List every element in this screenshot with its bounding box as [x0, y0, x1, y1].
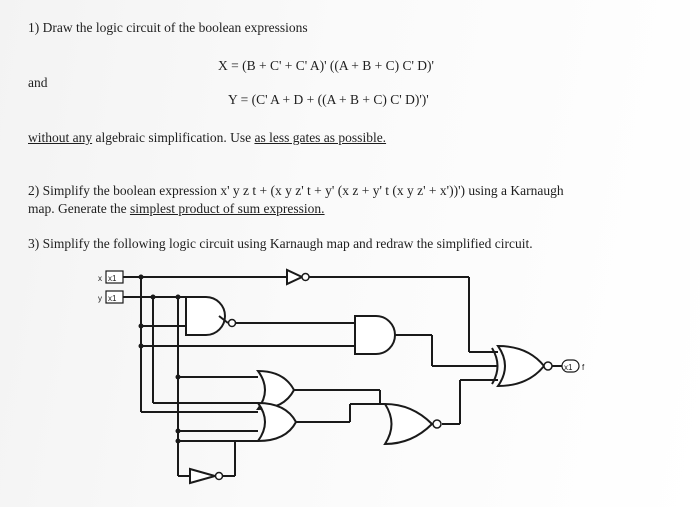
instruction-middle: algebraic simplification. Use — [92, 130, 255, 145]
nor-gate-5 — [385, 404, 441, 444]
without-any-underlined: without any — [28, 130, 93, 145]
and-word: and — [28, 75, 48, 90]
input-pin-x-text: x1 — [108, 274, 117, 283]
not-gate-top — [287, 270, 309, 284]
nor-gate-final — [492, 346, 552, 386]
simplest-pos-underlined: simplest product of sum expression. — [129, 201, 325, 216]
expression-y: Y = (C' A + D + ((A + B + C) C' D)')' — [228, 92, 429, 107]
expression-x: X = (B + C' + C' A)' ((A + B + C) C' D)' — [218, 58, 434, 73]
nand-gate-1 — [186, 297, 236, 335]
q2-line1: 2) Simplify the boolean expression x' y z t + (x y z' t + y' (x z + y' t (x y z' + x'))') using a Karnaugh — [28, 183, 564, 198]
output-name: f — [582, 363, 585, 372]
as-less-gates-underlined: as less gates as possible. — [254, 130, 387, 145]
and-gate-2 — [355, 316, 395, 354]
input-x-name: x — [98, 274, 102, 283]
input-y-name: y — [98, 294, 102, 303]
junction-dots — [139, 275, 181, 444]
q2-line2-start: map. Generate the — [28, 201, 130, 216]
not-gate-bottom — [190, 469, 223, 483]
or-gate-4 — [258, 403, 296, 441]
output-pin-text: x1 — [564, 363, 573, 372]
input-pin-y-text: x1 — [108, 294, 117, 303]
q3-text: 3) Simplify the following logic circuit using Karnaugh map and redraw the simplified circuit. — [28, 236, 533, 251]
q1-heading: 1) Draw the logic circuit of the boolean expressions — [28, 20, 308, 35]
